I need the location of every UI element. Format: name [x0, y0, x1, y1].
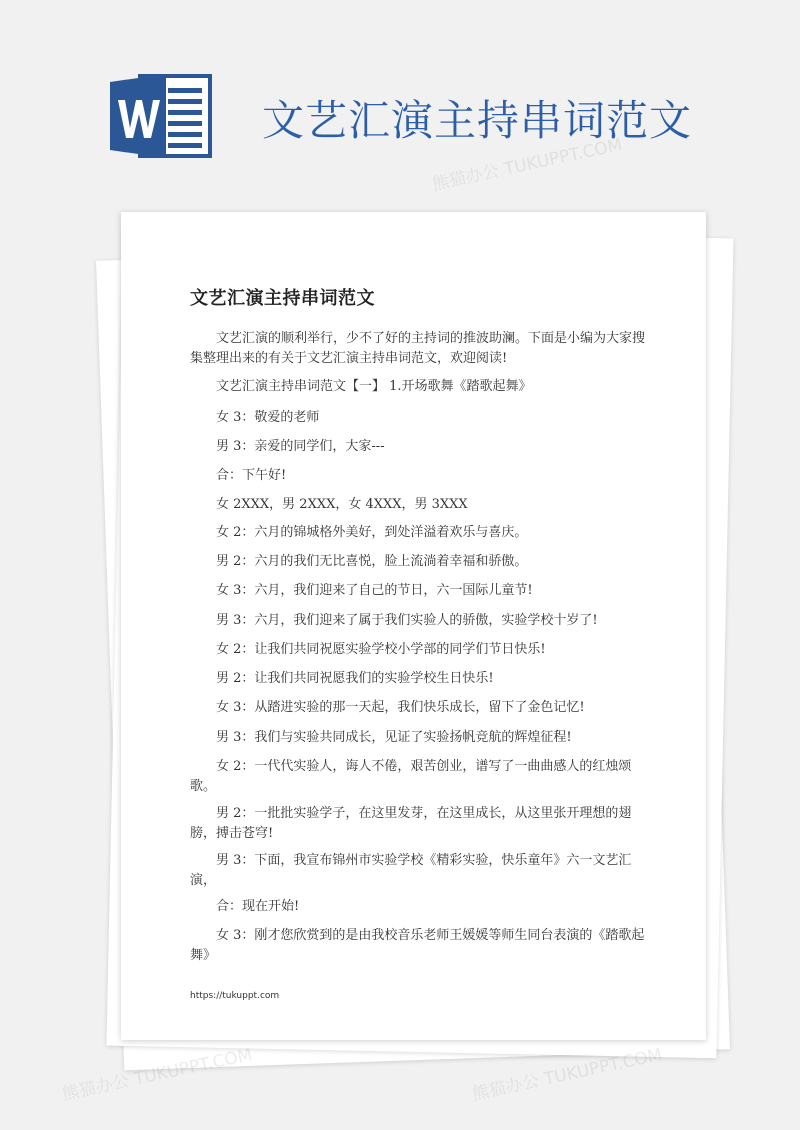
paragraph-line: 男 3：下面，我宣布锦州市实验学校《精彩实验，快乐童年》六一文艺汇演， [190, 853, 632, 888]
paragraph-line: 男 3：六月，我们迎来了属于我们实验人的骄傲，实验学校十岁了! [216, 613, 598, 628]
paragraph-line: 男 3：我们与实验共同成长，见证了实验扬帆竞航的辉煌征程! [216, 730, 572, 745]
banner-title: 文艺汇演主持串词范文 [262, 96, 693, 145]
paragraph-line: 女 3：敬爱的老师 [216, 410, 320, 425]
paragraph-line: 女 2：让我们共同祝愿实验学校小学部的同学们节日快乐! [216, 642, 546, 657]
paragraph-line: 合：下午好! [216, 468, 287, 483]
watermark: 熊猫办公 TUKUPPT.COM [470, 1045, 665, 1105]
word-document-icon [110, 72, 214, 160]
footer-url: https://tukuppt.com [190, 991, 280, 1001]
paragraph-line: 女 2XXX，男 2XXX，女 4XXX，男 3XXX [216, 497, 468, 512]
paragraph-line: 女 2：一代代实验人，诲人不倦，艰苦创业，谱写了一曲曲感人的红烛颂歌。 [190, 759, 632, 794]
header-banner [0, 0, 800, 200]
paragraph-intro: 文艺汇演的顺利举行，少不了好的主持词的推波助澜。下面是小编为大家搜集整理出来的有关于文艺汇演主持串词范文，欢迎阅读! [190, 331, 646, 366]
paragraph-line: 男 2：一批批实验学子，在这里发芽，在这里成长，从这里张开理想的翅膀，搏击苍穹! [190, 806, 632, 841]
paragraph-line: 女 3：从踏进实验的那一天起，我们快乐成长，留下了金色记忆! [216, 700, 585, 715]
paragraph-line: 男 2：六月的我们无比喜悦，脸上流淌着幸福和骄傲。 [216, 554, 528, 569]
paragraph-line: 女 3：刚才您欣赏到的是由我校音乐老师王媛媛等师生同台表演的《踏歌起舞》 [190, 928, 645, 963]
paragraph-line: 合：现在开始! [216, 899, 300, 914]
paragraph-line: 女 2：六月的锦城格外美好，到处洋溢着欢乐与喜庆。 [216, 525, 528, 540]
watermark: 熊猫办公 TUKUPPT.COM [430, 135, 625, 195]
paragraph-line: 男 3：亲爱的同学们，大家--- [216, 439, 385, 454]
paragraph-section-heading: 文艺汇演主持串词范文【一】 1.开场歌舞《踏歌起舞》 [216, 379, 532, 394]
paragraph-line: 女 3：六月，我们迎来了自己的节日，六一国际儿童节! [216, 583, 533, 598]
watermark: 熊猫办公 TUKUPPT.COM [60, 1045, 255, 1105]
paragraph-line: 男 2：让我们共同祝愿我们的实验学校生日快乐! [216, 671, 494, 686]
document-title: 文艺汇演主持串词范文 [190, 288, 375, 309]
